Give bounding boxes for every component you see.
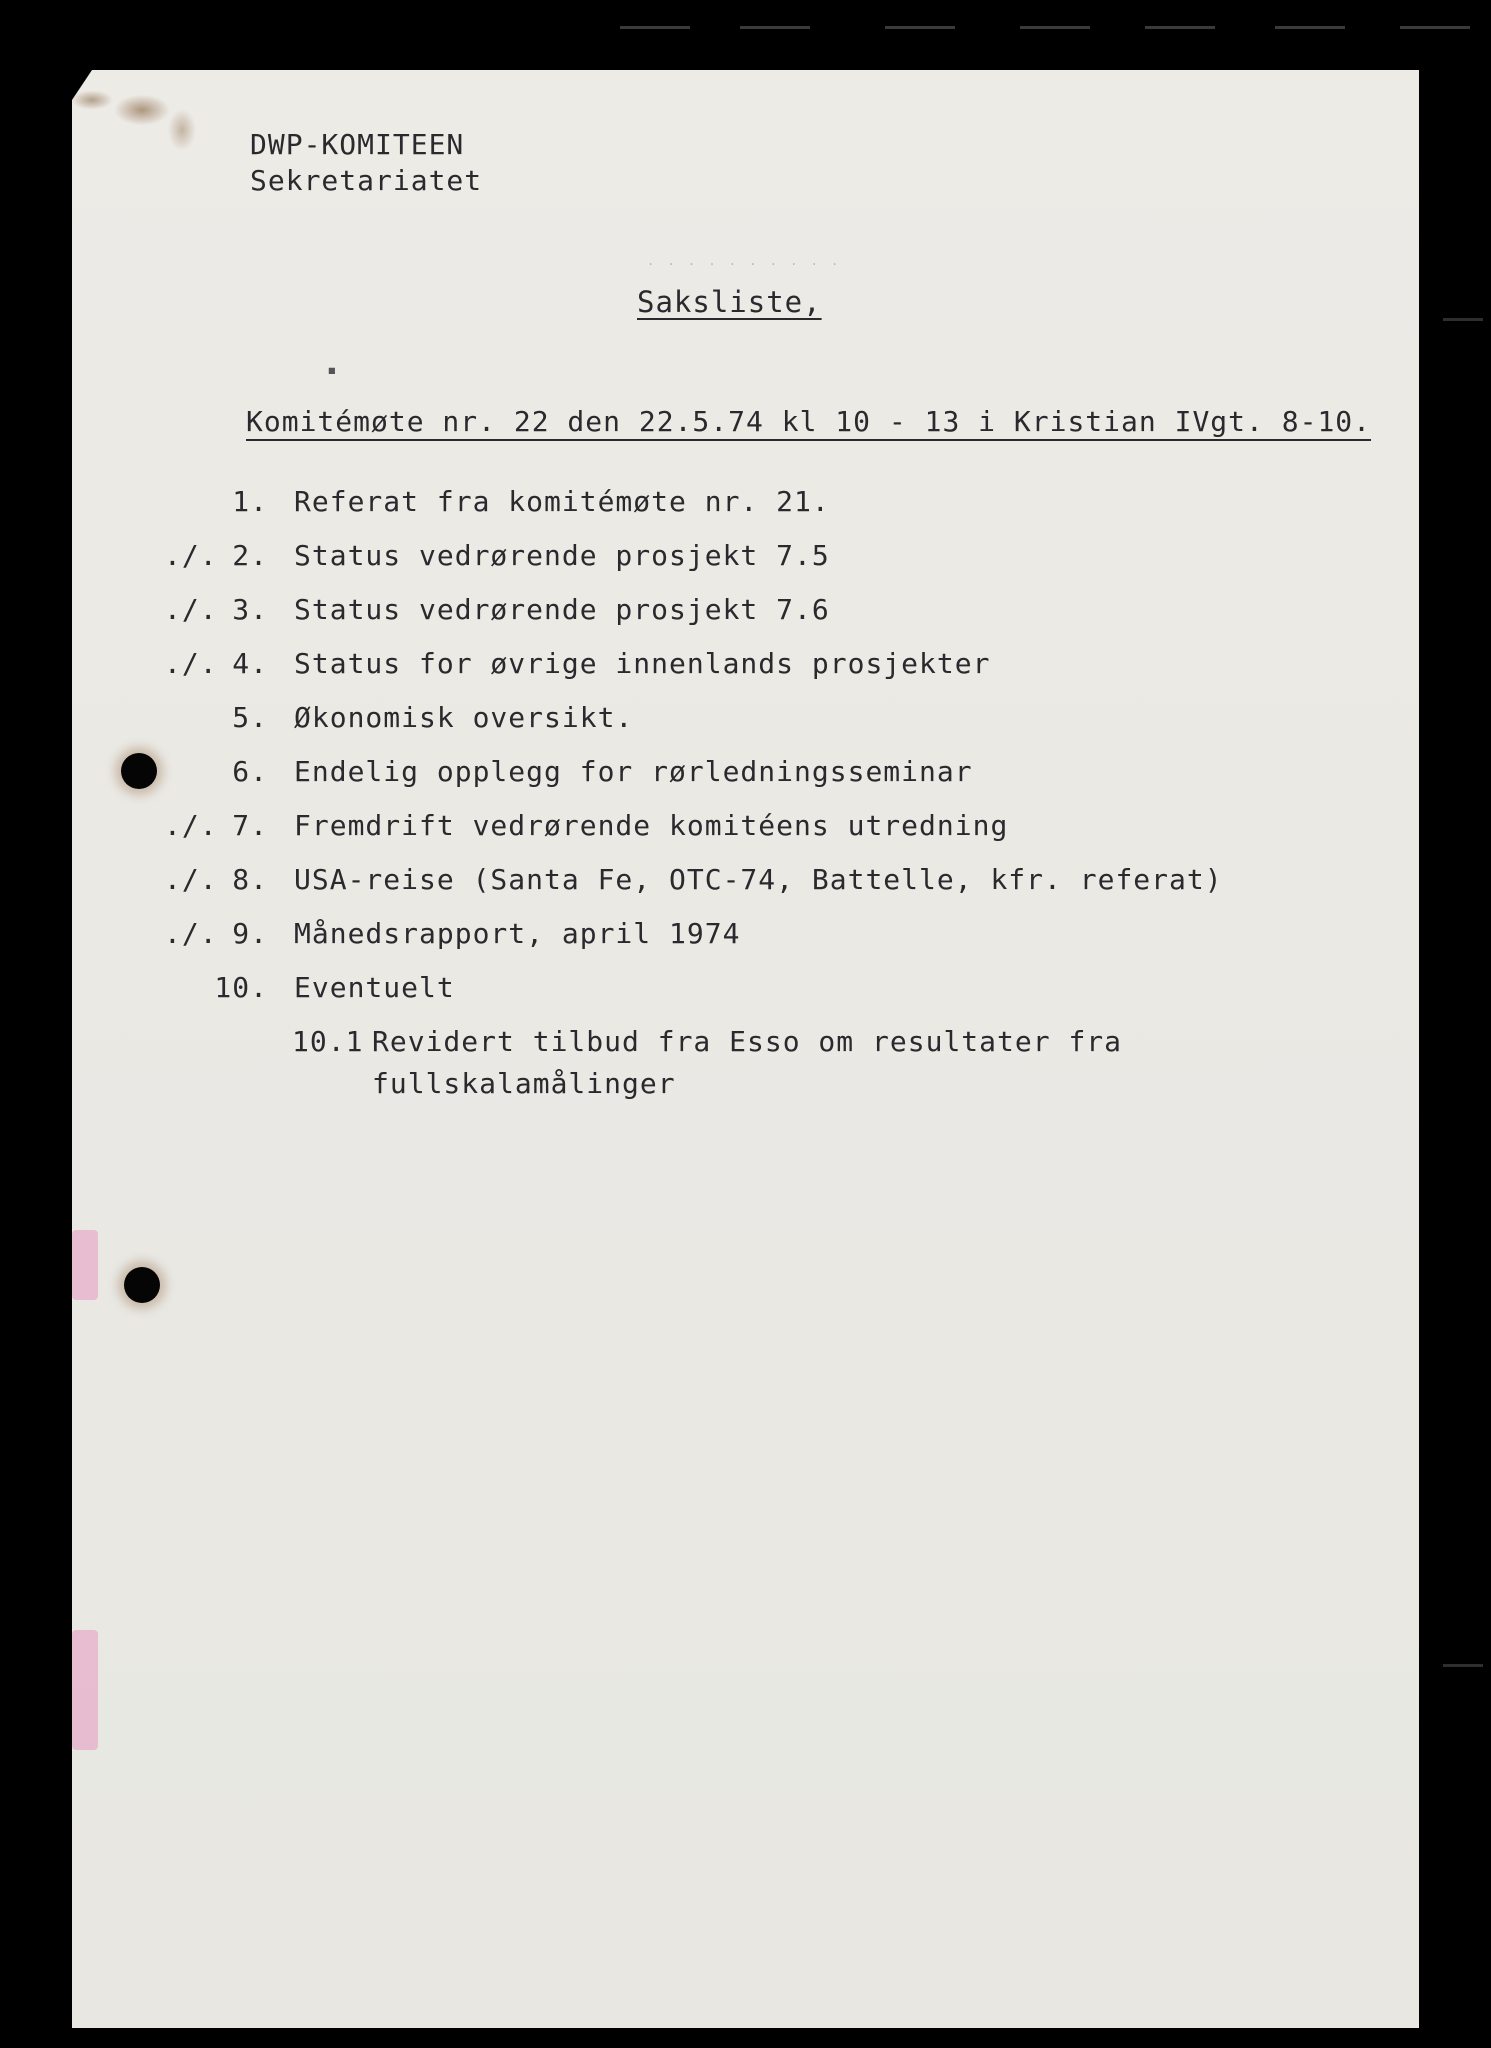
item-number: 8.: [232, 863, 268, 896]
item-number: 5.: [232, 701, 268, 734]
item-number: 6.: [232, 755, 268, 788]
item-number: 9.: [232, 917, 268, 950]
item-text: Status for øvrige innenlands prosjekter: [294, 647, 991, 680]
meeting-details: Komitémøte nr. 22 den 22.5.74 kl 10 - 13 i Kristian IVgt. 8-10.: [246, 405, 1372, 438]
punch-hole: [121, 753, 157, 789]
scan-edge-mark: [1443, 318, 1483, 321]
item-text: Referat fra komitémøte nr. 21.: [294, 485, 830, 518]
attachment-marker: ./.: [164, 917, 218, 950]
scan-edge-mark: [1443, 1664, 1483, 1667]
item-number: 4.: [232, 647, 268, 680]
item-text: Endelig opplegg for rørledningsseminar: [294, 755, 973, 788]
sub-item-number: 10.1: [292, 1025, 364, 1058]
punch-hole: [124, 1267, 160, 1303]
sub-item-text: Revidert tilbud fra Esso om resultater fra: [372, 1025, 1123, 1058]
item-text: Status vedrørende prosjekt 7.5: [294, 539, 830, 572]
item-text: Status vedrørende prosjekt 7.6: [294, 593, 830, 626]
item-text: Eventuelt: [294, 971, 455, 1004]
torn-corner: [72, 70, 92, 100]
organization-name: DWP-KOMITEEN: [250, 128, 465, 161]
item-text: Fremdrift vedrørende komitéens utredning: [294, 809, 1009, 842]
paper-sheet: [72, 70, 1419, 2028]
item-text: Økonomisk oversikt.: [294, 701, 634, 734]
item-number: 2.: [232, 539, 268, 572]
department-name: Sekretariatet: [250, 164, 483, 197]
item-number: 7.: [232, 809, 268, 842]
item-text: Månedsrapport, april 1974: [294, 917, 741, 950]
attachment-marker: ./.: [164, 809, 218, 842]
item-number: 1.: [232, 485, 268, 518]
attachment-marker: ./.: [164, 647, 218, 680]
ink-speck: ▪: [327, 360, 340, 379]
pink-highlighter-mark: [72, 1630, 98, 1750]
sub-item-continuation: fullskalamålinger: [372, 1067, 676, 1100]
scan-edge-marks: [620, 26, 1460, 32]
burn-stain: [72, 70, 212, 180]
item-number: 3.: [232, 593, 268, 626]
attachment-marker: ./.: [164, 863, 218, 896]
faint-dots: . . . . . . . . . .: [647, 254, 842, 268]
pink-highlighter-mark: [72, 1230, 98, 1300]
attachment-marker: ./.: [164, 593, 218, 626]
attachment-marker: ./.: [164, 539, 218, 572]
document-title: Saksliste,: [637, 285, 822, 319]
item-number: 10.: [214, 971, 268, 1004]
item-text: USA-reise (Santa Fe, OTC-74, Battelle, kfr. referat): [294, 863, 1223, 896]
